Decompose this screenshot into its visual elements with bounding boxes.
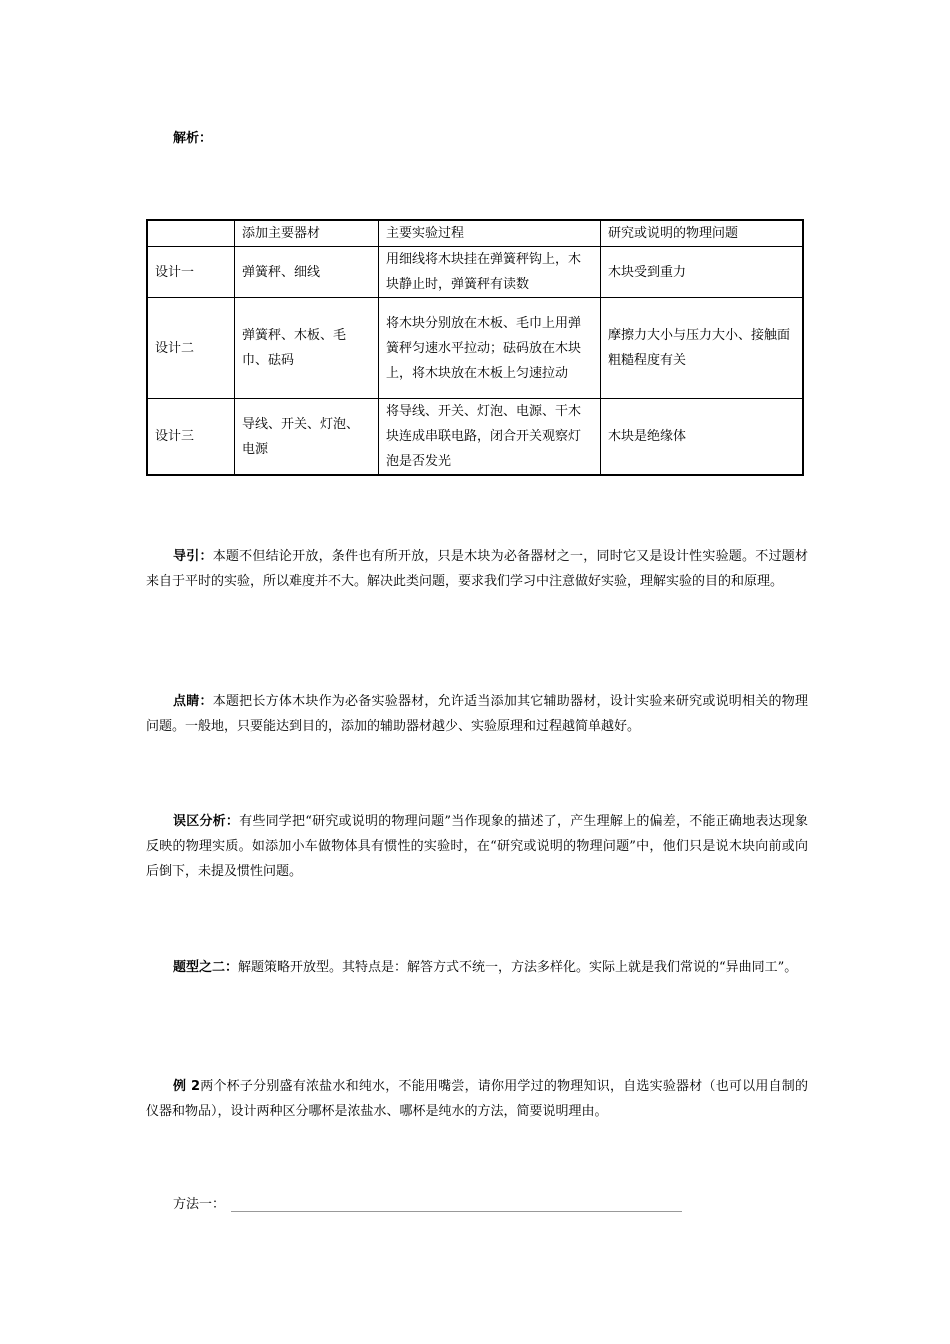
misconception-text: 有些同学把“研究或说明的物理问题”当作现象的描述了，产生理解上的偏差，不能正确地表达现象反映的物理实质。如添加小车做物体具有惯性的实验时，在“研究或说明的物理问题”中，他们只是说木块向前或向后倒下，未提及惯性问题。 (146, 814, 808, 879)
design-cell: 设计三 (147, 399, 235, 476)
example2-text: 两个杯子分别盛有浓盐水和纯水，不能用嘴尝，请你用学过的物理知识，自选实验器材（也可以用自制的仪器和物品），设计两种区分哪杯是浓盐水、哪杯是纯水的方法，简要说明理由。 (146, 1079, 808, 1119)
design-cell: 设计一 (147, 247, 235, 298)
example2-paragraph (146, 1074, 808, 1124)
misconception-paragraph (146, 809, 808, 884)
comment-lead: 点睛： (173, 694, 213, 709)
comment-paragraph (146, 689, 808, 739)
method1-label: 方法一： (173, 1197, 226, 1212)
guide-text: 本题不但结论开放，条件也有所开放，只是木块为必备器材之一，同时它又是设计性实验题。不过题材来自于平时的实验，所以难度并不大。解决此类问题，要求我们学习中注意做好实验，理解实验的目的和原理。 (146, 549, 808, 589)
design-cell: 设计二 (147, 298, 235, 399)
comment-text: 本题把长方体木块作为必备实验器材，允许适当添加其它辅助器材，设计实验来研究或说明相关的物理问题。一般地，只要能达到目的，添加的辅助器材越少、实验原理和过程越简单越好。 (146, 694, 808, 734)
problem-cell: 木块受到重力 (601, 247, 804, 298)
problem-cell: 木块是绝缘体 (601, 399, 804, 476)
problem-cell: 摩擦力大小与压力大小、接触面粗糙程度有关 (601, 298, 804, 399)
experiment-table (146, 219, 804, 476)
type2-lead: 题型之二： (173, 960, 239, 975)
table-header-cell: 添加主要器材 (235, 220, 379, 247)
table-header-cell (147, 220, 235, 247)
table-row (147, 399, 803, 476)
materials-cell: 导线、开关、灯泡、电源 (235, 399, 379, 476)
method1-answer-line[interactable] (231, 1211, 682, 1212)
table-header-cell: 研究或说明的物理问题 (601, 220, 804, 247)
example2-lead: 例 2 (173, 1079, 201, 1094)
type2-paragraph (146, 955, 808, 980)
guide-paragraph (146, 544, 808, 594)
guide-lead: 导引： (173, 549, 213, 564)
table-header-row (147, 220, 803, 247)
process-cell: 将木块分别放在木板、毛巾上用弹簧秤匀速水平拉动；砝码放在木块上，将木块放在木板上匀速拉动 (379, 298, 601, 399)
type2-text: 解题策略开放型。其特点是：解答方式不统一，方法多样化。实际上就是我们常说的“异曲同工”。 (238, 960, 798, 975)
materials-cell: 弹簧秤、细线 (235, 247, 379, 298)
table-header-cell: 主要实验过程 (379, 220, 601, 247)
analysis-heading: 解析： (173, 131, 213, 146)
process-cell: 用细线将木块挂在弹簧秤钩上，木块静止时，弹簧秤有读数 (379, 247, 601, 298)
table-row (147, 298, 803, 399)
materials-cell: 弹簧秤、木板、毛巾、砝码 (235, 298, 379, 399)
table-row (147, 247, 803, 298)
process-cell: 将导线、开关、灯泡、电源、干木块连成串联电路，闭合开关观察灯泡是否发光 (379, 399, 601, 476)
misconception-lead: 误区分析： (173, 814, 240, 829)
